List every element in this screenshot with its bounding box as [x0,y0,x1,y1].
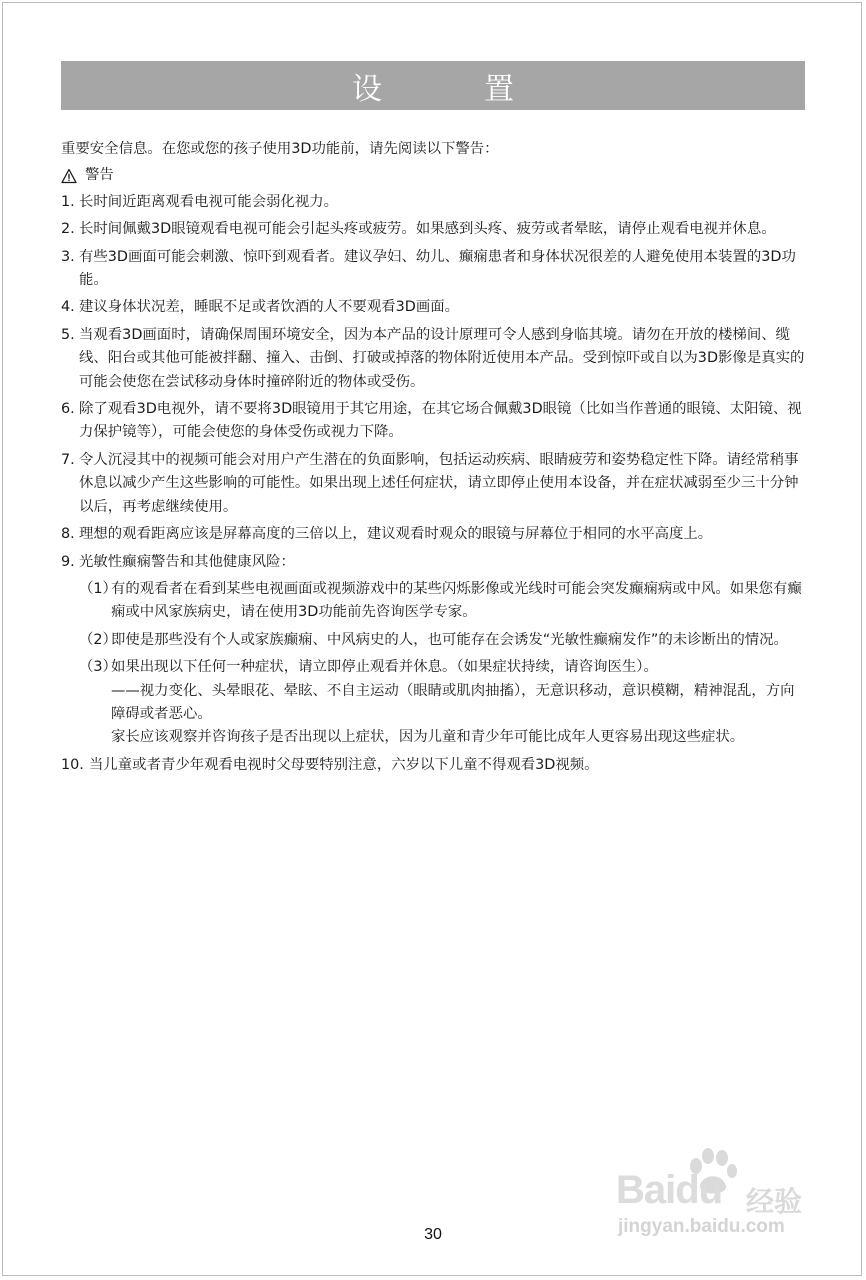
page-number: 30 [424,1226,442,1243]
safety-content [61,138,807,781]
sub-item-parents-note: 家长应该观察并咨询孩子是否出现以上症状，因为儿童和青少年可能比成年人更容易出现这些症状。 [111,729,745,746]
watermark-jingyan: 经验 [746,1185,803,1218]
item-number: 3. [61,248,75,265]
sub-item-text: 有的观看者在看到某些电视画面或视频游戏中的某些闪烁影像或光线时可能会突发癫痫病或中风。如果您有癫痫或中风家族病史，请在使用3D功能前先咨询医学专家。 [111,580,802,621]
warning-item-7 [61,449,807,519]
warning-item-4 [61,296,807,319]
warning-item-10 [61,754,807,777]
warning-heading [61,164,807,187]
warning-item-5 [61,324,807,394]
watermark-logo: Baidu [616,1168,723,1212]
item-number: 5. [61,326,75,343]
warning-triangle-icon [61,168,77,184]
warning-item-8 [61,523,807,546]
item-number: 4. [61,299,75,316]
warning-item-1 [61,191,807,214]
sub-item-text: 即使是那些没有个人或家族癫痫、中风病史的人，也可能存在会诱发“光敏性癫痫发作”的未诊断出的情况。 [111,631,788,648]
item-text: 当观看3D画面时，请确保周围环境安全，因为本产品的设计原理可令人感到身临其境。请勿在开放的楼梯间、缆线、阳台或其他可能被拌翻、撞入、击倒、打破或掉落的物体附近使用本产品。受到惊吓或自以为3D影像是真实的可能会使您在尝试移动身体时撞碎附近的物体或受伤。 [79,326,805,390]
item-number: 7. [61,451,75,468]
sub-item-symptoms: ——视力变化、头晕眼花、晕眩、不自主运动（眼睛或肌肉抽搐），无意识移动，意识模糊，精神混乱，方向障碍或者恶心。 [111,682,795,722]
sub-item-number: （3） [79,659,117,676]
item-number: 10. [61,756,84,773]
item-number: 8. [61,526,75,543]
sub-item-3 [61,656,807,750]
warning-item-2 [61,218,807,241]
item-text: 光敏性癫痫警告和其他健康风险： [79,553,295,570]
item-text: 长时间近距离观看电视可能会弱化视力。 [79,193,339,210]
warning-item-3 [61,246,807,293]
item-text: 当儿童或者青少年观看电视时父母要特别注意，六岁以下儿童不得观看3D视频。 [89,756,599,773]
warning-label: 警告 [85,167,114,184]
item-text: 长时间佩戴3D眼镜观看电视可能会引起头疼或疲劳。如果感到头疼、疲劳或者晕眩，请停止观看电视并休息。 [79,221,776,238]
item-text: 理想的观看距离应该是屏幕高度的三倍以上，建议观看时观众的眼镜与屏幕位于相同的水平高度上。 [79,526,713,543]
warning-item-9 [61,551,807,574]
item-text: 除了观看3D电视外，请不要将3D眼镜用于其它用途，在其它场合佩戴3D眼镜（比如当作普通的眼镜、太阳镜、视力保护镜等），可能会使您的身体受伤或视力下降。 [79,401,802,441]
intro-text: 重要安全信息。在您或您的孩子使用3D功能前，请先阅读以下警告： [61,141,499,157]
item-number: 1. [61,193,75,210]
watermark-url: jingyan.baidu.com [618,1216,785,1237]
item-number: 6. [61,401,75,418]
section-title: 设 置 [352,71,550,107]
item-number: 2. [61,221,75,238]
sub-item-1 [61,578,807,625]
sub-item-number: （2） [79,631,117,648]
item-number: 9. [61,553,75,570]
warning-item-6 [61,398,807,445]
item-text: 有些3D画面可能会刺激、惊吓到观看者。建议孕妇、幼儿、癫痫患者和身体状况很差的人避免使用本装置的3D功能。 [79,248,796,289]
sub-item-number: （1） [79,580,117,597]
item-text: 建议身体状况差，睡眠不足或者饮酒的人不要观看3D画面。 [79,299,460,316]
sub-item-text: 如果出现以下任何一种症状，请立即停止观看并休息。（如果症状持续，请咨询医生）。 [111,659,658,676]
sub-item-2 [61,629,807,652]
item-text: 令人沉浸其中的视频可能会对用户产生潜在的负面影响，包括运动疾病、眼睛疲劳和姿势稳定性下降。请经常稍事休息以减少产生这些影响的可能性。如果出现上述任何症状，请立即停止使用本设备，并在症状减弱至少三十分钟以后，再考虑继续使用。 [79,451,799,515]
section-title-bar [61,61,805,110]
